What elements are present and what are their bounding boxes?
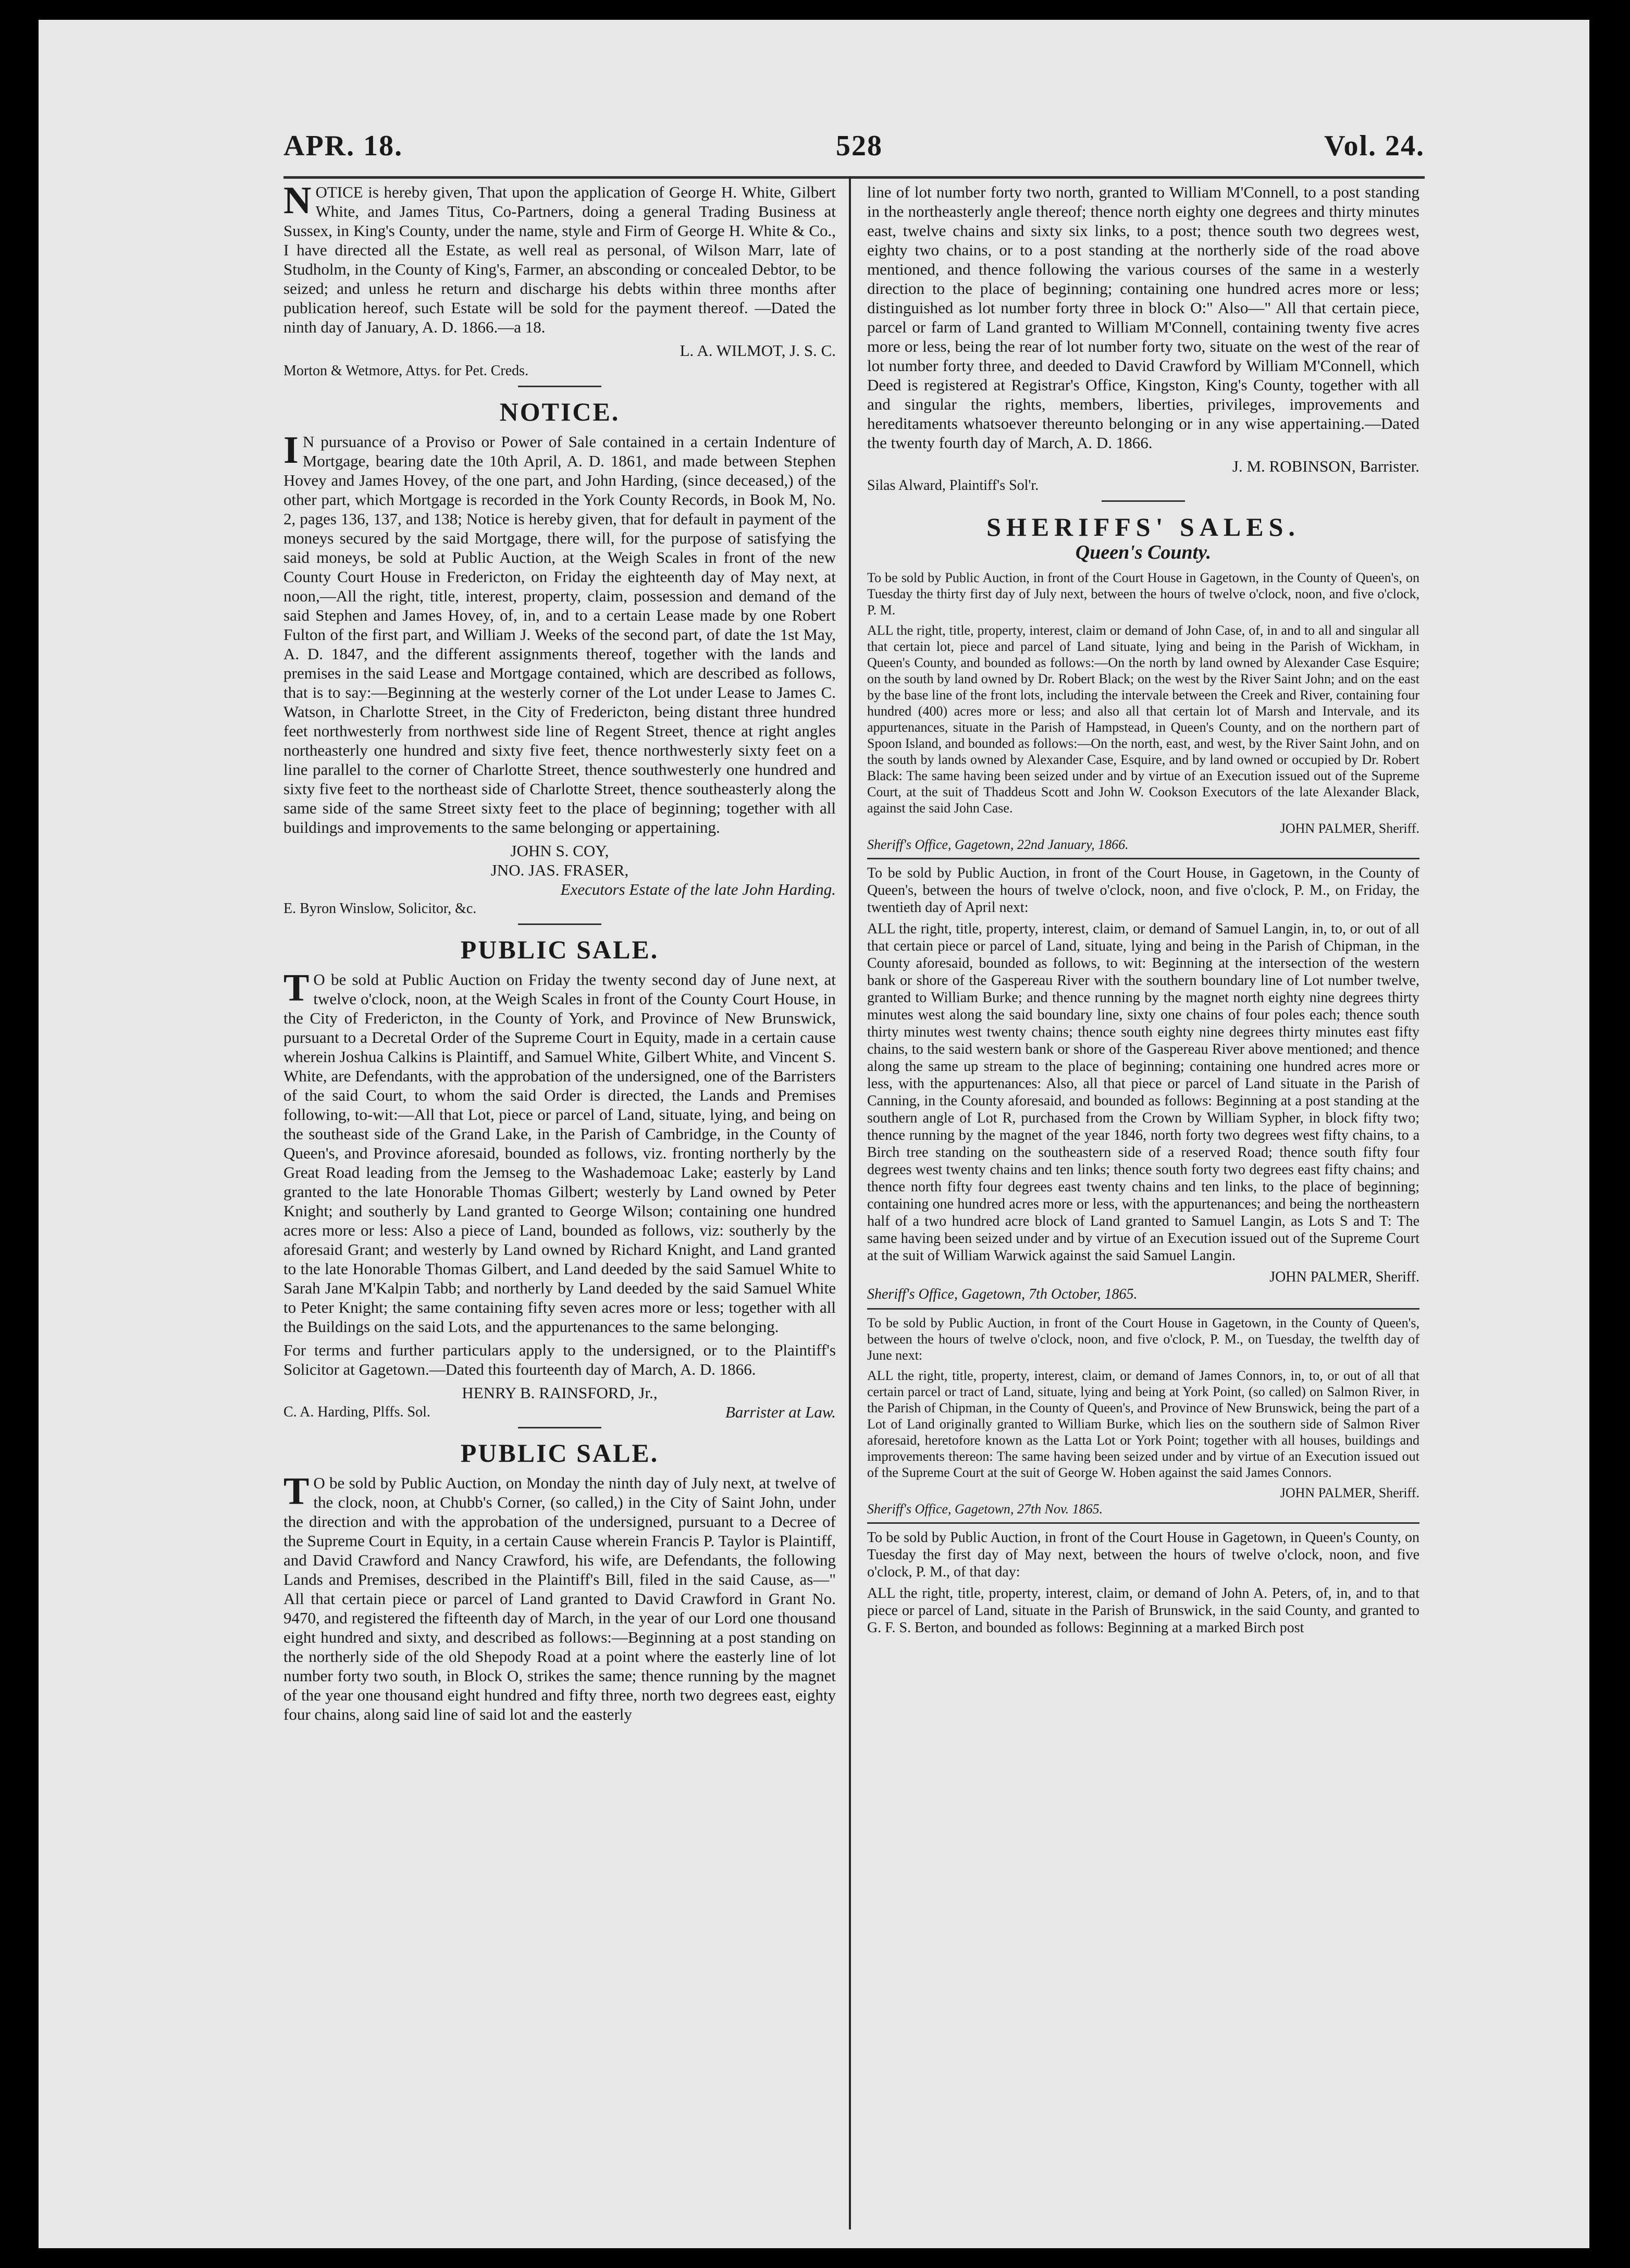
sheriff-signature: JOHN PALMER, Sheriff. [1280, 821, 1419, 836]
page-header [283, 129, 1425, 166]
mortgage-notice [283, 397, 836, 918]
section-rule [518, 1427, 601, 1428]
sale-intro: To be sold by Public Auction, in front of the Court House in Gagetown, in the County of Queen's, between the hours of twelve o'clock, noon, and five o'clock, P. M., on Tuesday, the twelfth day of June next: [867, 1315, 1419, 1363]
sheriff-sale-case [867, 570, 1419, 853]
sale-body-continued: line of lot number forty two north, granted to William M'Connell, to a post standing in the northeasterly angle thereof; thence north eighty one degrees and thirty minutes east, twelve chains and sixty six links, to a post; thence south two degrees west, eighty two chains, or to a post standing at the northerly side of the road above mentioned, and thence following the various courses of the same in a westerly direction to the place of beginning; containing one hundred acres more or less; distinguished as lot number forty three in block O:" Also—" All that certain piece, parcel or farm of Land granted to William M'Connell, containing twenty five acres more or less, being the rear of lot number forty two, situate on the west of the rear of lot number forty three, and deeded to David Crawford by William M'Connell, which Deed is registered at Registrar's Office, Kingston, King's County, together with all and singular the rights, members, liberties, privileges, improvements and hereditaments whatsoever thereunto belonging or in any wise appertaining.—Dated the twenty fourth day of March, A. D. 1866. [867, 183, 1419, 452]
volume-number: Vol. 24. [1324, 130, 1425, 162]
barrister-title: Barrister at Law. [725, 1403, 836, 1421]
sheriff-sale-connors [867, 1315, 1419, 1517]
sheriffs-sales-title: SHERIFFS' SALES. [986, 512, 1300, 541]
sheriff-office-date: Sheriff's Office, Gagetown, 7th October, 1865. [867, 1286, 1138, 1302]
page-number: 528 [836, 130, 883, 162]
sale-body: TO be sold at Public Auction on Friday the twenty second day of June next, at twelve o'clock, noon, at the Weigh Scales in front of the County Court House, in the City of Fredericton, in the County of York, and Province of New Brunswick, pursuant to a Decretal Order of the Supreme Court in Equity, made in a certain cause wherein Joshua Calkins is Plaintiff, and Samuel White, Gilbert White, and Vincent S. White, are Defendants, with the approbation of the undersigned, one of the Barristers of the said Court, to whom the said Order is directed, the Lands and Premises following, to-wit:—All that Lot, piece or parcel of Land, situate, lying, and being on the southeast side of the Grand Lake, in the Parish of Cambridge, in the County of Queen's, and Province aforesaid, bounded as follows, viz. fronting northerly by the Great Road leading from the Jemseg to the Washademoac Lake; easterly by Land granted to the late Honorable Thomas Gilbert; westerly by Land owned by Peter Knight; and southerly by Land granted to George Wilson; containing one hundred acres more or less: Also a piece of Land, bounded as follows, viz: southerly by the aforesaid Grant; and westerly by Land owned by Richard Knight, and Land granted to the late Honorable Thomas Gilbert, and Land deeded by the said Samuel White to Sarah Jane M'Kalpin Tabb; and northerly by Land deeded by the said Samuel White to Peter Knight; the same containing fifty seven acres more or less; together with all the Buildings on the said Lots, and the appurtenances to the same belonging. [283, 967, 836, 1336]
solicitor-line: E. Byron Winslow, Solicitor, &c. [283, 901, 477, 917]
sale-body: ALL the right, title, property, interest, claim, or demand of Samuel Langin, in, to, or out of all that certain piece or parcel of Land, situate, lying and being in the Parish of Chipman, in the County aforesaid, bounded as follows, to wit: Beginning at the intersection of the western bank or shore of the Gaspereau River with the southern boundary line of Lot number twelve, granted to William Burke; and thence running by the magnet north eighty nine degrees thirty minutes west along the said boundary line, sixty one chains of four poles each; thence south thirty minutes west twenty chains; thence south eighty nine degrees thirty minutes east fifty chains, to the said western bank or shore of the Gaspereau River above mentioned; and thence along the same up stream to the place of beginning; containing one hundred acres more or less, with the appurtenances: Also, all that piece or parcel of Land situate in the Parish of Canning, in the County aforesaid, and bounded as follows: Beginning at a post standing at the southern angle of Lot R, purchased from the Crown by William Sypher, in block fifty two; thence running by the magnet of the year 1846, north forty two degrees west fifty chains, to a Birch tree standing on the southeastern side of a reserved Road; thence south fifty four degrees west twenty chains and ten links; thence south forty two degrees east fifty chains; and thence north fifty four degrees east twenty chains and ten links, to the place of beginning; containing one hundred acres more or less, with the appurtenances; and being the northeastern half of a two hundred acre block of Land granted to Samuel Langin, as Lots S and T: The same having been seized under and by virtue of an Execution issued out of the Supreme Court at the suit of William Warwick against the said Samuel Langin. [867, 921, 1419, 1264]
left-column [283, 182, 836, 2230]
notice-title: NOTICE. [499, 397, 620, 426]
sheriff-signature: JOHN PALMER, Sheriff. [1280, 1485, 1419, 1500]
sale-title: PUBLIC SALE. [460, 1438, 659, 1468]
sale-footer [283, 1402, 836, 1422]
solicitor-line: Silas Alward, Plaintiff's Sol'r. [867, 477, 1039, 494]
barrister-signature: J. M. ROBINSON, Barrister. [1232, 457, 1419, 475]
header-rule [283, 176, 1425, 179]
executor-signature: JNO. JAS. FRASER, [490, 861, 629, 879]
absconding-debtor-notice [283, 182, 836, 380]
section-rule [867, 858, 1419, 859]
sale-body: ALL the right, title, property, interest, claim, or demand of James Connors, in, to, or out of all that certain parcel or tract of Land, situate, lying and being at York Point, (so called) on Salmon River, in the Parish of Chipman, in the County of Queen's, and Province of New Brunswick, being the part of a Lot of Land originally granted to William Burke, which lies on the southern side of Salmon River aforesaid, heretofore known as the Latta Lot or York Point; together with all houses, buildings and improvements thereon: The same having been seized under and by virtue of an Execution issued out of the Supreme Court at the suit of George W. Hoben against the said James Connors. [867, 1368, 1419, 1480]
county-heading: Queen's County. [1075, 541, 1212, 563]
section-rule [518, 386, 601, 387]
public-sale-fredericton [283, 934, 836, 1422]
sheriff-sale-peters [867, 1529, 1419, 1636]
section-rule [867, 1522, 1419, 1524]
sheriff-sale-langin [867, 865, 1419, 1303]
sale-body: TO be sold by Public Auction, on Monday the ninth day of July next, at twelve of the clock, noon, at Chubb's Corner, (so called,) in the City of Saint John, under the direction and with the approbation of the undersigned, pursuant to a Decree of the Supreme Court in Equity, in a certain Cause wherein Francis P. Taylor is Plaintiff, and David Crawford and Nancy Crawford, his wife, are Defendants, the following Lands and Premises, described in the Plaintiff's Bill, filed in the said Cause, as—" All that certain piece or parcel of Land granted to David Crawford in Grant No. 9470, and registered the fifteenth day of March, in the year of our Lord one thousand eight hundred and sixty, and described as follows:—Beginning at a post standing on the northerly side of the old Shepody Road at a point where the easterly line of lot number forty two south, in Block O, strikes the same; thence running by the magnet of the year one thousand eight hundred and fifty three, north two degrees east, eighty four chains, along said line of said lot and the easterly [283, 1470, 836, 1723]
sale-terms: For terms and further particulars apply to the undersigned, or to the Plaintiff's Solicitor at Gagetown.—Dated this fourteenth day of March, A. D. 1866. [283, 1341, 836, 1378]
attorneys-line: Morton & Wetmore, Attys. for Pet. Creds. [283, 363, 529, 379]
barrister-signature: HENRY B. RAINSFORD, Jr., [462, 1384, 658, 1402]
notice-body: NOTICE is hereby given, That upon the application of George H. White, Gilbert White, and James Titus, Co-Partners, doing a general Trading Business at Sussex, in King's County, under the name, style and Firm of George H. White & Co., I have directed all the Estate, as well real as personal, of Wilson Marr, late of Studholm, in the County of King's, Farmer, an absconding or concealed Debtor, to be seized; and unless he return and discharge his debts within three months after publication hereof, such Estate will be sold for the payment thereof. —Dated the ninth day of January, A. D. 1866.—a 18. [283, 182, 836, 336]
notice-body: IN pursuance of a Proviso or Power of Sale contained in a certain Indenture of Mortgage, bearing date the 10th April, A. D. 1861, and made between Stephen Hovey and James Hovey, of the one part, and John Harding, (since deceased,) of the other part, which Mortgage is recorded in the York County Records, in Book M, No. 2, pages 136, 137, and 138; Notice is hereby given, that for default in payment of the moneys secured by the said Mortgage, there will, for the purpose of satisfying the said moneys, be sold at Public Auction, at the Weigh Scales in front of the new County Court House in Fredericton, on Friday the eighteenth day of May next, at noon,—All the right, title, interest, property, claim, possession and demand of the said Stephen and James Hovey, of, in, and to a certain Lease made by one Robert Fulton of the first part, and William J. Weeks of the second part, of date the 1st May, A. D. 1847, and the different assignments thereof, together with the lands and premises in the said Lease and Mortgage contained, which are described as follows, that is to say:—Beginning at the westerly corner of the Lot under Lease to James C. Watson, in Charlotte Street, in the City of Fredericton, being distant three hundred feet northwesterly from northwest side line of Regent Street, thence at right angles northeasterly one hundred and sixty five feet, thence northwesterly sixty feet on a line parallel to the corner of Charlotte Street, thence southwesterly one hundred and sixty five feet to the northeast side of Charlotte Street, thence southeasterly along the same side of the same Street sixty feet to the place of beginning; together with all buildings and improvements to the same belonging or appertaining. [283, 429, 836, 836]
sale-body: ALL the right, title, property, interest, claim or demand of John Case, of, in and to all and singular all that certain lot, piece and parcel of Land situate, lying and being in the Parish of Wickham, in Queen's County, and bounded as follows:—On the north by land owned by Alexander Case Esquire; on the south by land owned by Dr. Robert Black; on the west by the River Saint John; and on the east by the base line of the front lots, including the intervale between the Creek and River, containing four hundred (400) acres more or less; and also all that certain lot of Marsh and Intervale, and its appurtenances, situate in the Parish of Hampstead, in Queen's County, and on the northern part of Spoon Island, and bounded as follows:—On the north, east, and west, by the River Saint John, and on the south by lands owned by Alexander Case, Esquire, and by land owned or occupied by Dr. Robert Black: The same having been seized under and by virtue of an Execution issued out of the Supreme Court, at the suit of Thaddeus Scott and John W. Cookson Executors of the late Alexander Black, against the said John Case. [867, 623, 1419, 816]
section-rule [1102, 500, 1185, 502]
public-sale-saint-john [283, 1438, 836, 1724]
section-rule [867, 1308, 1419, 1310]
solicitor-line: C. A. Harding, Plffs. Sol. [283, 1404, 430, 1420]
right-column [867, 182, 1419, 2230]
executor-signature: JOHN S. COY, [510, 842, 609, 860]
public-sale-continued [867, 182, 1419, 495]
sheriff-signature: JOHN PALMER, Sheriff. [1269, 1269, 1419, 1285]
section-rule [518, 923, 601, 925]
sale-intro: To be sold by Public Auction, in front of the Court House in Gagetown, in the County of Queen's, on Tuesday the thirty first day of July next, between the hours of twelve o'clock, noon, and five o'clock, P. M. [867, 570, 1419, 618]
judge-signature: L. A. WILMOT, J. S. C. [680, 341, 836, 360]
sale-intro: To be sold by Public Auction, in front of the Court House, in Gagetown, in the County of Queen's, between the hours of twelve o'clock, noon, and five o'clock, P. M., on Friday, the twentieth day of April next: [867, 865, 1419, 916]
sheriff-office-date: Sheriff's Office, Gagetown, 27th Nov. 1865. [867, 1501, 1103, 1517]
column-divider [849, 176, 851, 2229]
executors-title: Executors Estate of the late John Harding. [560, 880, 836, 898]
sheriff-office-date: Sheriff's Office, Gagetown, 22nd January, 1866. [867, 837, 1129, 852]
sale-intro: To be sold by Public Auction, in front of the Court House in Gagetown, in Queen's County, on Tuesday the first day of May next, between the hours of twelve o'clock, noon, and five o'clock, P. M., of that day: [867, 1530, 1419, 1580]
issue-date: APR. 18. [283, 130, 403, 162]
newspaper-page [39, 20, 1589, 2248]
sale-title: PUBLIC SALE. [460, 935, 659, 964]
sale-body: ALL the right, title, property, interest, claim, or demand of John A. Peters, of, in, and to that piece or parcel of Land, situate in the Parish of Brunswick, in the said County, and granted to G. F. S. Berton, and bounded as follows: Beginning at a marked Birch post [867, 1585, 1419, 1636]
